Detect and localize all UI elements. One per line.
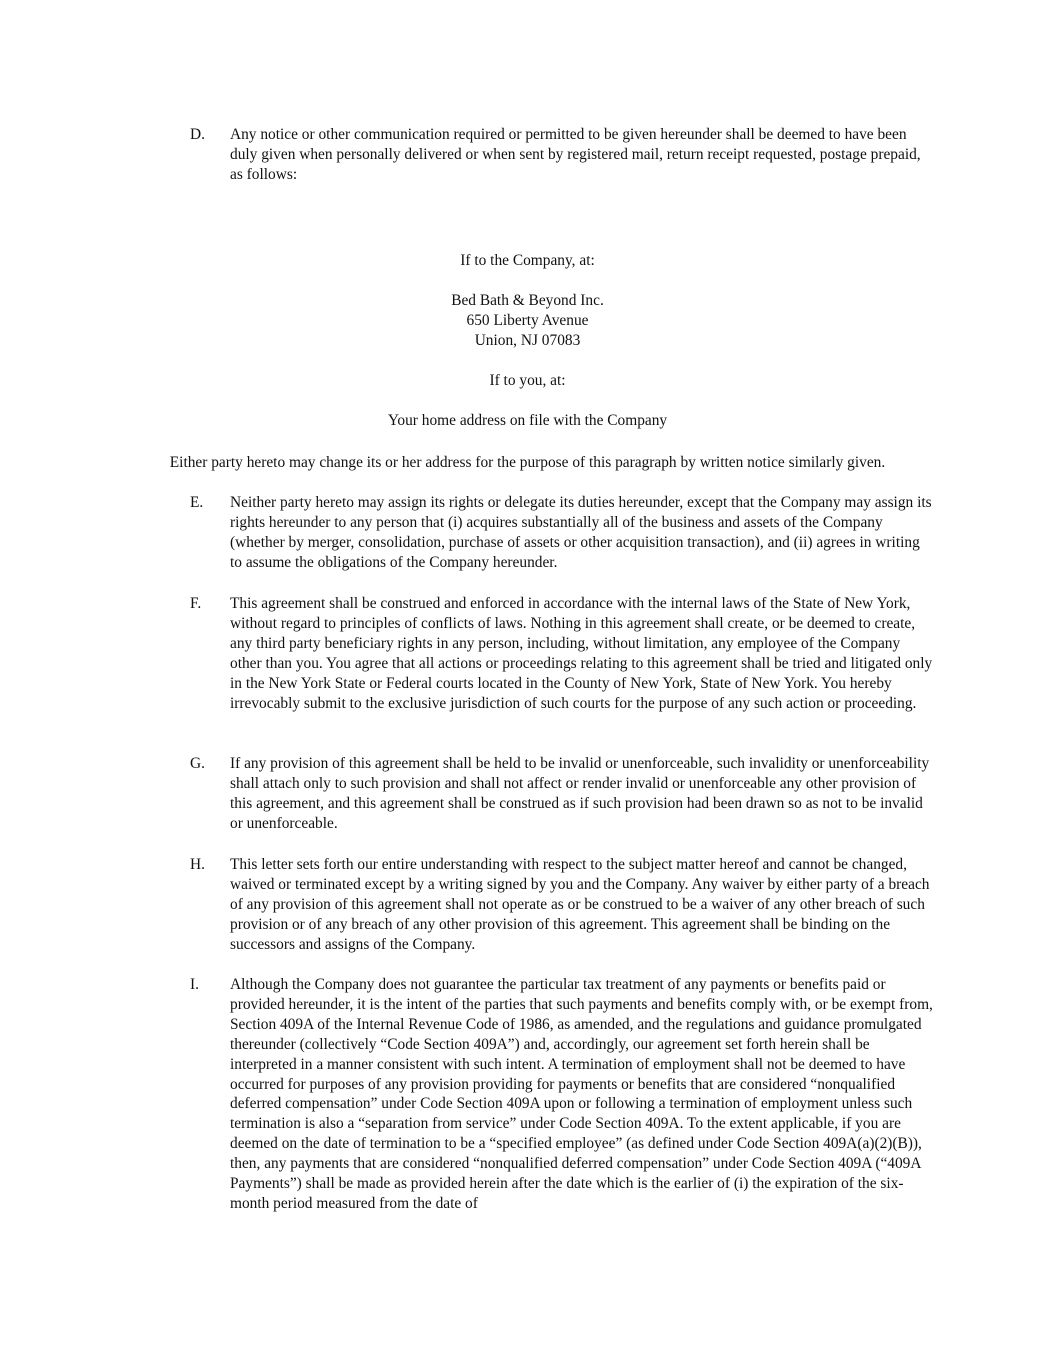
section-h-label: H. (190, 856, 205, 873)
section-d (190, 125, 935, 185)
section-d-text: Any notice or other communication required or permitted to be given hereunder shall be deemed to have been duly given when personally delivered or when sent by registered mail, return receipt requested, postage prepaid, as follows: (230, 126, 921, 183)
notice-you-heading: If to you, at: (489, 372, 566, 389)
company-city: Union, NJ 07083 (474, 331, 581, 349)
section-g-label: G. (190, 755, 205, 772)
section-f-text: This agreement shall be construed and enforced in accordance with the internal laws of the State of New York, without regard to principles of conflicts of laws. Nothing in this agreement shall create, or be deemed to create, any third party beneficiary rights in any person, including, without limitation, any employee of the Company other than you. You agree that all actions or proceedings relating to this agreement shall be tried and litigated only in the New York State or Federal courts located in the County of New York, State of New York. You hereby irrevocably submit to the exclusive jurisdiction of such courts for the purpose of any such action or proceeding. (230, 595, 933, 712)
section-g-text: If any provision of this agreement shall be held to be invalid or unenforceable, such invalidity or unenforceability shall attach only to such provision and shall not affect or render invalid or unenforceable any other provision of this agreement, and this agreement shall be construed as if such provision had been drawn so as not to be invalid or unenforceable. (230, 755, 930, 832)
section-f-label: F. (190, 595, 202, 612)
company-name: Bed Bath & Beyond Inc. (451, 292, 604, 309)
section-e-label: E. (190, 494, 204, 511)
section-g (190, 754, 935, 834)
section-i-text: Although the Company does not guarantee the particular tax treatment of any payments or benefits paid or provided hereunder, it is the intent of the parties that such payments and benefits comply with, or be exempt from, Section 409A of the Internal Revenue Code of 1986, as amended, and the regulations and guidance promulgated thereunder (collectively “Code Section 409A”) and, accordingly, our agreement set forth herein shall be interpreted in a manner consistent with such intent. A termination of employment shall not be deemed to have occurred for purposes of any provision providing for payments or benefits that are considered “nonqualified deferred compensation” under Code Section 409A upon or following a termination of employment unless such termination is also a “separation from service” under Code Section 409A. To the extent applicable, if you are deemed on the date of termination to be a “specified employee” (as defined under Code Section 409A(a)(2)(B)), then, any payments that are considered “nonqualified deferred compensation” under Code Section 409A (“409A Payments”) shall be made as provided herein after the date which is the earlier of (i) the expiration of the six-month period measured from the date of (230, 976, 933, 1212)
section-f (190, 594, 935, 713)
you-address: Your home address on file with the Company (387, 412, 668, 429)
section-h-text: This letter sets forth our entire understanding with respect to the subject matter hereof and cannot be changed, waived or terminated except by a writing signed by you and the Company. Any waiver by either party of a breach of any provision of this agreement shall not operate as or be construed to be a waiver of any other breach of such provision or of any breach of any other provision of this agreement. This agreement shall be binding on the successors and assigns of the Company. (230, 856, 930, 953)
notice-company-heading: If to the Company, at: (460, 252, 595, 269)
company-address (0, 291, 1055, 351)
address-change-notice: Either party hereto may change its or her address for the purpose of this paragraph by written notice similarly given. (169, 454, 886, 471)
section-i-label: I. (190, 976, 199, 993)
section-h (190, 855, 935, 955)
section-e-text: Neither party hereto may assign its rights or delegate its duties hereunder, except that the Company may assign its rights hereunder to any person that (i) acquires substantially all of the business and assets of the Company (whether by merger, consolidation, purchase of assets or other acquisition transaction), and (ii) agrees in writing to assume the obligations of the Company hereunder. (230, 494, 932, 571)
section-i (190, 975, 935, 1214)
section-d-label: D. (190, 126, 205, 143)
company-street: 650 Liberty Avenue (466, 311, 589, 329)
section-e (190, 493, 935, 573)
